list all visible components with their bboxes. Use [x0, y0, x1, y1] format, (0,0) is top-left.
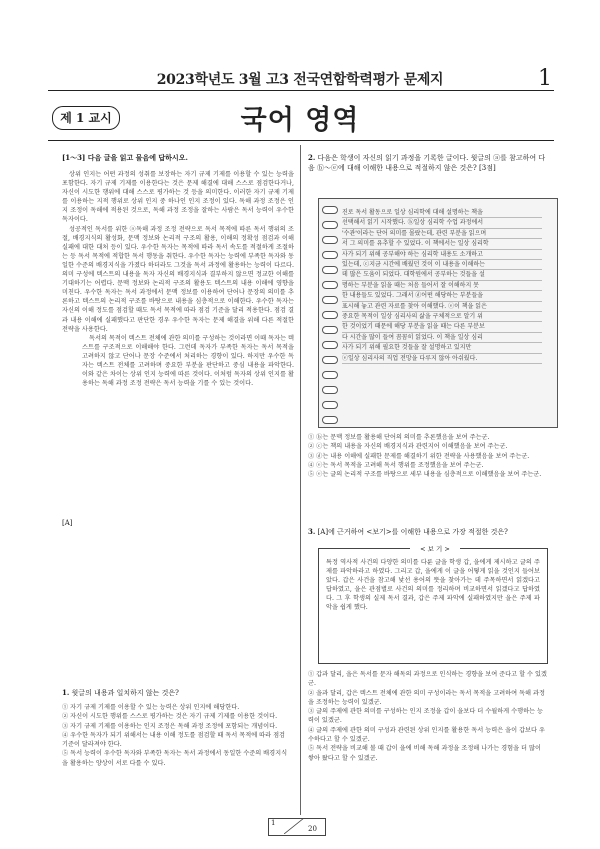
notebook-line: 서 그 의미를 유추할 수 있었다. 이 책에서는 일상 심리학	[342, 239, 542, 249]
notebook-line: 명하는 부분을 읽을 때는 처음 들어서 잘 이해하지 못	[342, 281, 542, 291]
question-number: 3.	[308, 527, 316, 536]
subject-divider	[48, 140, 554, 141]
question-1	[62, 688, 292, 699]
page-number: 1	[538, 66, 552, 91]
answer-option[interactable]: ③ ⓓ는 내용 이해에 실패한 문제를 해결하기 위한 전략을 사용했음을 보여 주는군.	[308, 452, 530, 460]
subject-title: 국어 영역	[240, 105, 360, 136]
answer-option[interactable]: ⑤ 독서 능력이 우수한 독자와 부족한 독자는 독서 과정에서 동일한 수준의 배경지식을 활용하는 양상이 서로 다를 수 있다.	[62, 750, 288, 767]
question-stem: 윗글의 내용과 일치하지 않는 것은?	[71, 689, 179, 697]
question-number: 2.	[308, 153, 316, 162]
reading-passage	[62, 170, 294, 388]
header-divider	[48, 90, 554, 91]
notebook-line: 한 것이었기 때문에 해당 부분을 읽을 때는 다른 부분보	[342, 322, 542, 332]
q2-options	[308, 433, 548, 479]
question-stem: [A]에 근거하여 <보기>를 이해한 내용으로 가장 적절한 것은?	[317, 528, 508, 536]
notebook-text	[342, 208, 542, 364]
answer-option[interactable]: ⑤ ⓔ는 글의 논리적 구조를 바탕으로 세부 내용을 심층적으로 이해했음을 보여 주는군.	[308, 471, 542, 479]
answer-option[interactable]: ③ 자기 규제 기제를 이용하는 인지 조정은 독해 과정 조정에 포함되는 개념이다.	[62, 722, 278, 730]
answer-option[interactable]: ⑤ 독서 전략을 비교해 볼 때 갑이 을에 비해 독해 과정을 조정해 나가는 경험을 더 많이 쌓아 왔다고 할 수 있겠군.	[308, 745, 541, 762]
q1-options	[62, 703, 292, 768]
footer-page: 1	[271, 819, 276, 827]
notebook-line: 있는데, ⓒ지금 시간에 배웠던 것이 이 내용을 이해하는	[342, 260, 542, 270]
answer-option[interactable]: ④ ⓔ는 독서 목적을 고려해 독서 행위를 조정했음을 보여 주는군.	[308, 461, 484, 469]
notebook-line: 데 많은 도움이 되었다. 대학원에서 공부하는 것들을 설	[342, 270, 542, 280]
passage-paragraph: 독서의 목적이 텍스트 전체에 관한 의미를 구성하는 것이라면 이때 독자는 텍스트를 구조적으로 이해해야 한다. 그런데 독자가 부족한 독자는 독서 목적을 고려하지 않고 단어나 문장 수준에서 처리하는 경향이 있다. 하지만 우수한 독자는 텍스트 전체를 고려하며 중요한 부분을 판단하고 중심 내용을 파악한다. 이와 같은 차이는 상위 인지 능력에 따른 것이다. 이처럼 독자의 상위 인지를 활용하는 독해 과정 조정 전략은 독서 능력을 기를 수 있는 것이다.	[82, 334, 294, 388]
notebook-line: 진로 독서 활동으로 일상 심리학에 대해 설명하는 책을	[342, 208, 542, 218]
answer-option[interactable]: ④ 우수한 독자가 되기 위해서는 내용 이해 정도를 점검할 때 독서 목적에 따라 점검 기준이 달라져야 한다.	[62, 731, 286, 749]
answer-option[interactable]: ② ⓒ는 책의 내용을 자신의 배경지식과 관련지어 이해했음을 보여 주는군.	[308, 443, 508, 451]
bracket-label-a: [A]	[62, 519, 73, 527]
notebook-line: 한 내용들도 있었다. 그래서 ⓓ어떤 해당하는 부분들을	[342, 291, 542, 301]
notebook-rings	[322, 206, 338, 420]
question-number: 1.	[62, 688, 70, 697]
passage-paragraph: 성공적인 독서를 위한 ⓐ독해 과정 조정 전략으로 독서 목적에 따른 독서 행위의 조절, 배경지식의 활성화, 문맥 정보와 논리적 구조의 활용, 이해의 정확성 점검과 이해 실패에 대한 대처 등이 있다. 우수한 독자는 목적에 따라 독서 속도를 적절하게 조절하는 등 독서 목적에 적합한 독서 행동을 취한다. 우수한 독자는 능력에 부족한 독자와 동일한 수준의 배경지식을 가졌다 하더라도 그것을 독서 과정에 활용하는 능력이 다르다. 의미 구성에 텍스트의 내용을 독자 자신의 배경지식과 결부하지 않으면 정교한 이해를 기대하기는 어렵다. 문맥 정보와 논리적 구조의 활용도 텍스트의 내용 이해에 영향을 미친다. 우수한 독자는 독서 과정에서 문맥 정보를 이용하여 단어나 문장의 의미를 추론하고 텍스트의 논리적 구조를 바탕으로 내용을 심층적으로 이해한다. 우수한 독자는 자신의 이해 정도를 점검할 때도 독서 목적에 따라 점검 기준을 달리 적용한다. 점검 결과 내용 이해에 실패했다고 판단한 경우 우수한 독자는 문제 해결을 위해 다른 적절한 전략을 사용한다.	[62, 225, 294, 333]
passage-instruction: [1～3] 다음 글을 읽고 물음에 답하시오.	[62, 153, 188, 162]
notebook-line: 선택해서 읽기 시작했다. ⓑ일상 심리학 수업 과정에서	[342, 218, 542, 228]
bogi-text: 특정 역사적 사건의 다양한 의미를 다룬 글을 학생 갑, 을에게 제시하고 글의 주제를 파악하라고 하였다. 그리고 갑, 을에게 이 글을 어떻게 읽을 것인지 들어보았다. 갑은 사건을 참고해 낯선 용어의 뜻을 찾아가는 데 주목하면서 읽겠다고 답하였고, 을은 관점별로 사건의 의미를 정리하며 비교하면서 읽겠다고 답하였다. 그 후 학생의 실제 독서 결과, 갑은 주제 파악에 실패하였지만 을은 주제 파악을 쉽게 했다.	[326, 559, 540, 612]
footer-total: 20	[308, 825, 317, 833]
answer-option[interactable]: ① 자기 규제 기제를 이용할 수 있는 능력은 상위 인지에 해당한다.	[62, 704, 240, 711]
answer-option[interactable]: ② 을과 달리, 갑은 텍스트 전체에 관한 의미 구성이라는 독서 목적을 고려하여 독해 과정을 조정하는 능력이 있겠군.	[308, 689, 545, 706]
notebook-line: 중요한 목적이 일상 심리사의 삶을 구체적으로 알기 위	[342, 312, 542, 322]
answer-option[interactable]: ① 갑과 달리, 을은 독서를 문자 해독의 과정으로 인식하는 경향을 보여 준다고 할 수 있겠군.	[308, 671, 547, 688]
bogi-title: < 보 기 >	[410, 544, 460, 553]
page-counter-slash	[284, 818, 304, 834]
notebook-line: ⓔ일상 심리사의 직업 전망을 다루지 않아 아쉬웠다.	[342, 354, 542, 364]
answer-option[interactable]: ③ 글의 주제에 관한 의미를 구성하는 인지 조정을 갑이 을보다 더 수월하게 수행하는 능력이 있겠군.	[308, 708, 543, 725]
notebook-line: '수관'이라는 단어 의미를 몰랐는데, 관련 부분을 읽으며	[342, 229, 542, 239]
answer-option[interactable]: ② 자신이 시도한 행위를 스스로 평가하는 것은 자기 규제 기제를 이용한 것이다.	[62, 713, 278, 721]
notebook-line: 사가 되기 위해 공부해야 하는 심리학 내용도 소개하고	[342, 250, 542, 260]
notebook-line: 다 시간을 많이 들여 꼼꼼히 읽었다. 이 책을 일상 심리	[342, 333, 542, 343]
question-3	[308, 527, 548, 538]
answer-option[interactable]: ① ⓑ는 문맥 정보를 활용해 단어의 의미를 추론했음을 보여 주는군.	[308, 434, 490, 441]
notebook-line: 표시해 놓고 관련 자료를 찾아 이해했다. ⓔ이 책을 읽은	[342, 302, 542, 312]
column-divider	[300, 145, 301, 815]
notebook-line: 사가 되기 위해 필요한 것들을 잘 설명하고 있지만	[342, 343, 542, 353]
question-2	[308, 153, 548, 173]
session-badge: 제 1 교시	[52, 106, 120, 130]
passage-paragraph: 상위 인지는 어떤 과정의 성취를 보장하는 자기 규제 기제를 이용할 수 있는 능력을 포함한다. 자기 규제 기제를 이용한다는 것은 문제 해결에 대해 스스로 점검한다거나, 자신이 시도한 행위에 대해 스스로 평가하는 것 등을 의미한다. 이러한 자기 규제 기제를 이용하는 지적 행위로 상위 인지 중 하나인 인지 조정이 있다. 독해 과정 조정은 인지 조정이 독해에 적용된 것으로, 독해 과정 조정을 잘하는 사람은 독서 능력이 우수한 독자이다.	[62, 171, 294, 224]
exam-title: 2023학년도 3월 고3 전국연합학력평가 문제지	[156, 72, 444, 88]
question-stem: 다음은 학생이 자신의 읽기 과정을 기록한 글이다. 윗글의 ⓐ를 참고하여 다음 ⓑ～ⓔ에 대해 이해한 내용으로 적절하지 않은 것은? [3점]	[308, 154, 546, 172]
answer-option[interactable]: ④ 글의 주제에 관한 의미 구성과 관련된 상위 인지를 활용한 독서 능력은 을이 갑보다 우수하다고 할 수 있겠군.	[308, 726, 545, 744]
q3-options	[308, 670, 548, 763]
